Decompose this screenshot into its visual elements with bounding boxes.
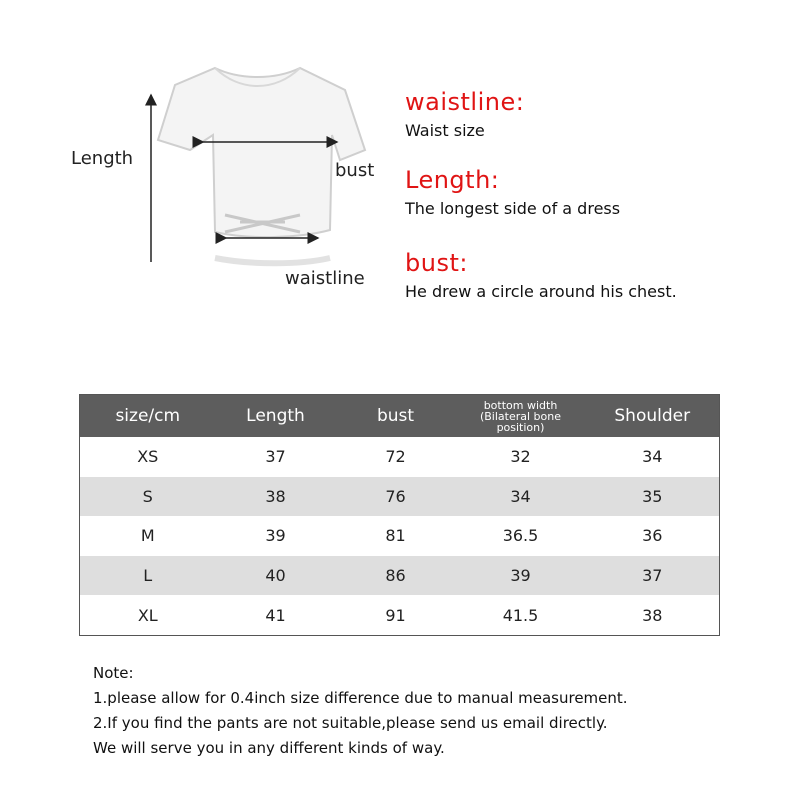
definition-waistline (405, 88, 524, 142)
definition-title: Length: (405, 166, 500, 194)
notes-section (93, 661, 628, 761)
definition-title: waistline: (405, 88, 525, 116)
waistline-label: waistline (285, 268, 365, 289)
garment-diagram (0, 0, 400, 330)
cell-shoulder: 35 (586, 477, 720, 517)
header-bottom-width-line1: bottom width (483, 398, 558, 412)
header-length: Length (216, 395, 336, 438)
table-header-row (80, 395, 720, 438)
definition-description: He drew a circle around his chest. (405, 282, 677, 301)
length-label: Length (71, 148, 134, 169)
header-bottom-width (456, 395, 586, 438)
cell-bottom-width: 34 (456, 477, 586, 517)
cell-length: 37 (265, 447, 286, 467)
cell-shoulder: 37 (586, 556, 720, 596)
cell-bust: 86 (336, 556, 456, 596)
cell-bottom-width: 36.5 (502, 526, 539, 546)
table-row (80, 437, 720, 477)
bust-label: bust (335, 160, 375, 181)
cell-shoulder: 36 (642, 526, 663, 546)
definition-bust (405, 249, 677, 303)
header-bust: bust (336, 395, 456, 438)
cell-bust: 72 (385, 447, 406, 467)
cell-size: S (80, 477, 216, 517)
header-size: size/cm (80, 395, 216, 438)
header-bottom-width-line2: (Bilateral bone position) (479, 409, 562, 434)
cell-bust: 81 (385, 526, 406, 546)
definition-length (405, 166, 620, 220)
note-line: 2.If you find the pants are not suitable,please send us email directly. (93, 714, 608, 732)
notes-heading: Note: (93, 664, 134, 682)
note-line: We will serve you in any different kinds of way. (93, 739, 445, 757)
header-shoulder: Shoulder (586, 395, 720, 438)
cell-shoulder: 38 (642, 605, 663, 625)
table-row (80, 556, 720, 596)
cell-bust: 91 (385, 605, 406, 625)
cell-size: XS (137, 447, 159, 467)
table-row (80, 595, 720, 635)
size-chart-table (79, 394, 720, 636)
table-row (80, 477, 720, 517)
cell-shoulder: 34 (642, 447, 663, 467)
cell-length: 38 (216, 477, 336, 517)
definition-title: bust: (405, 249, 468, 277)
cell-size: M (140, 526, 155, 546)
cell-bust: 76 (336, 477, 456, 517)
cell-bottom-width: 32 (510, 447, 531, 467)
cell-bottom-width: 41.5 (502, 605, 539, 625)
note-line: 1.please allow for 0.4inch size difference due to manual measurement. (93, 689, 628, 707)
table-row (80, 516, 720, 556)
cell-length: 40 (216, 556, 336, 596)
definition-description: Waist size (405, 121, 485, 140)
cell-size: XL (137, 605, 158, 625)
cell-size: L (80, 556, 216, 596)
cell-bottom-width: 39 (456, 556, 586, 596)
shirt-silhouette (158, 68, 365, 237)
cell-length: 39 (265, 526, 286, 546)
cell-length: 41 (265, 605, 286, 625)
definition-description: The longest side of a dress (405, 199, 621, 218)
